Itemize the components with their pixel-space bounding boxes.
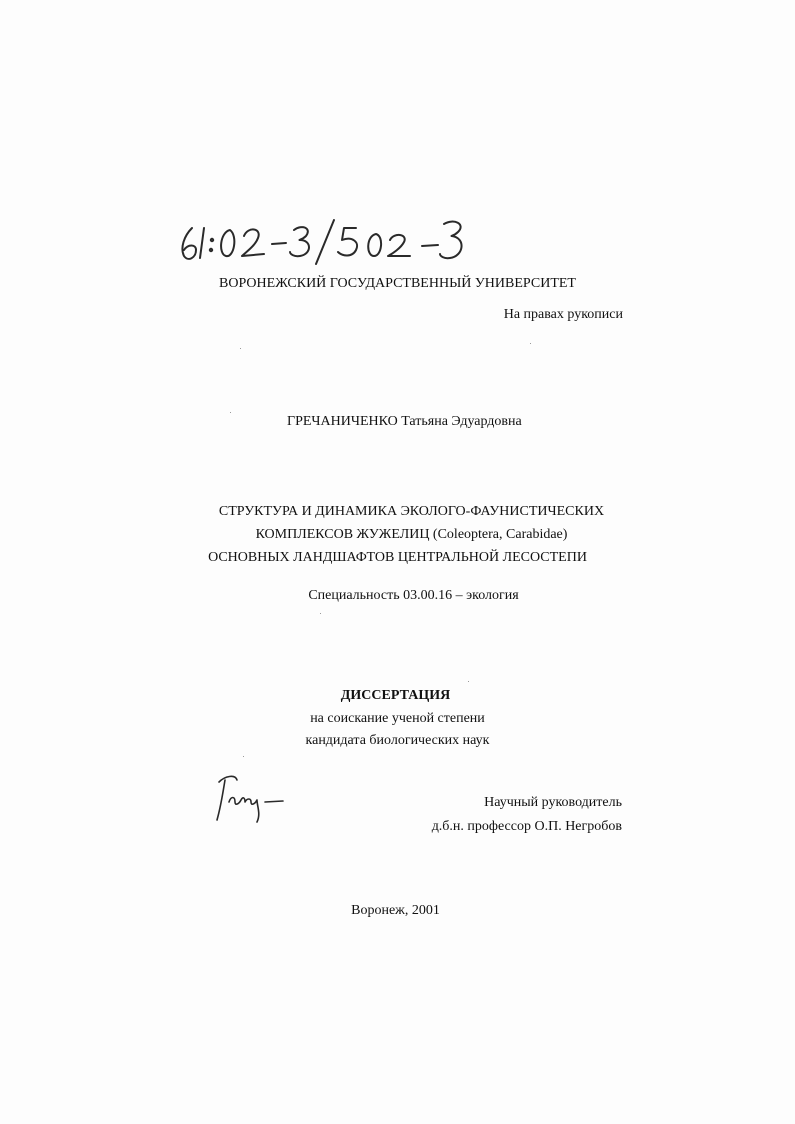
- city-year: Воронеж, 2001: [351, 903, 440, 918]
- dissertation-heading: ДИССЕРТАЦИЯ: [340, 688, 451, 703]
- university-name: ВОРОНЕЖСКИЙ ГОСУДАРСТВЕННЫЙ УНИВЕРСИТЕТ: [219, 276, 576, 291]
- handwritten-signature: [205, 768, 295, 828]
- specialty: Специальность 03.00.16 – экология: [308, 588, 519, 603]
- supervisor-label: Научный руководитель: [484, 795, 622, 810]
- title-line-1: СТРУКТУРА И ДИНАМИКА ЭКОЛОГО-ФАУНИСТИЧЕСКИХ: [218, 504, 605, 519]
- scan-speck: [230, 412, 231, 413]
- title-line-2: КОМПЛЕКСОВ ЖУЖЕЛИЦ (Coleoptera, Carabidae): [255, 527, 568, 542]
- manuscript-rights-note: На правах рукописи: [503, 307, 623, 322]
- author-name: ГРЕЧАНИЧЕНКО Татьяна Эдуардовна: [287, 414, 522, 429]
- degree-line-1: на соискание ученой степени: [310, 711, 485, 726]
- degree-line-2: кандидата биологических наук: [305, 733, 490, 748]
- handwritten-archive-number: [176, 210, 476, 270]
- scan-speck: [243, 756, 244, 757]
- scan-speck: [320, 613, 321, 614]
- supervisor-name: д.б.н. профессор О.П. Негробов: [431, 819, 622, 834]
- scan-speck: [240, 348, 241, 349]
- scan-speck: [530, 343, 531, 344]
- title-line-3: ОСНОВНЫХ ЛАНДШАФТОВ ЦЕНТРАЛЬНОЙ ЛЕСОСТЕПИ: [208, 550, 587, 565]
- scan-speck: [468, 681, 469, 682]
